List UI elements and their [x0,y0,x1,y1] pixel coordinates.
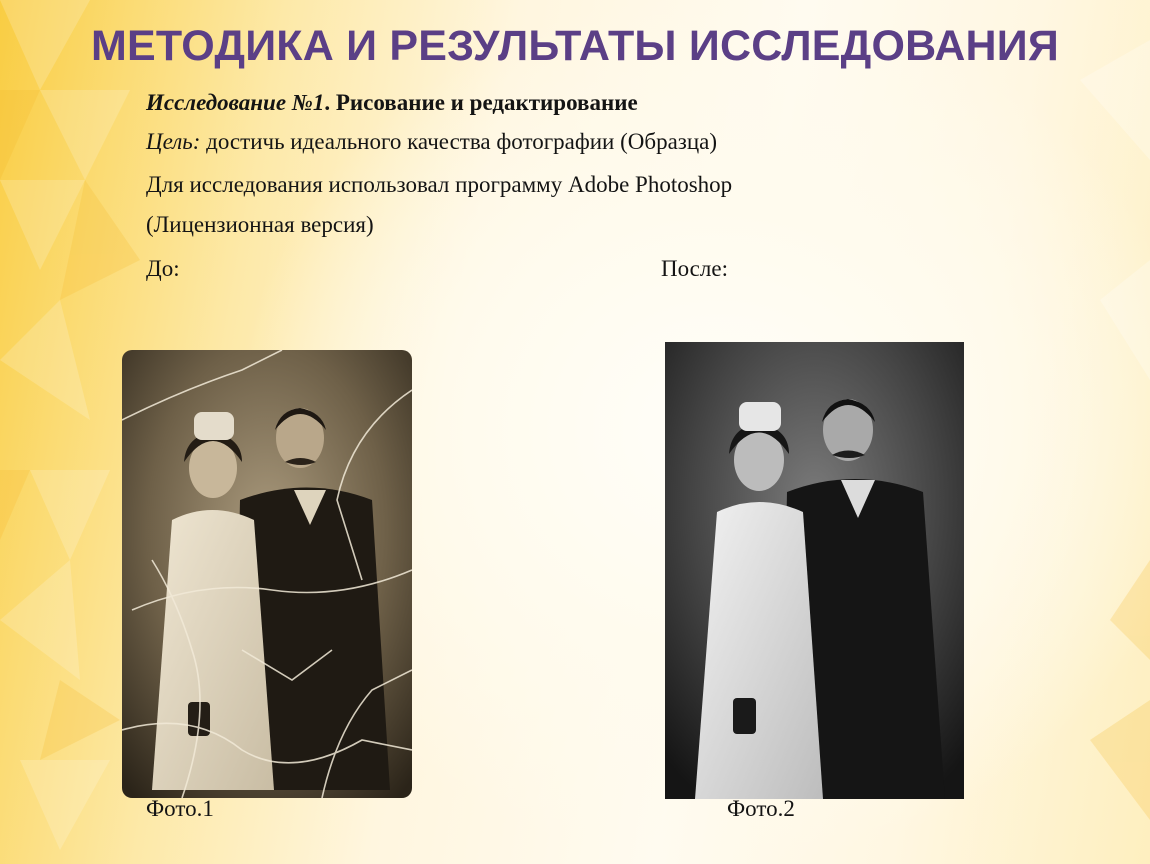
study-heading [146,90,638,116]
study-name: . Рисование и редактирование [324,90,638,115]
photo-before [122,350,412,798]
program-line: Для исследования использовал программу Adobe Photoshop [146,172,733,197]
photo-after [665,342,964,799]
license-line: (Лицензионная версия) [146,212,374,237]
study-label: Исследование №1 [146,90,325,115]
photo1-caption: Фото.1 [146,796,214,821]
goal-label: Цель: [146,129,201,154]
before-label: До: [146,256,180,281]
photo2-caption: Фото.2 [727,796,795,821]
after-label: После: [661,256,728,281]
goal-line [146,129,717,155]
goal-text: достичь идеального качества фотографии (Образца) [200,129,718,154]
slide-title: МЕТОДИКА И РЕЗУЛЬТАТЫ ИССЛЕДОВАНИЯ [90,22,1059,70]
